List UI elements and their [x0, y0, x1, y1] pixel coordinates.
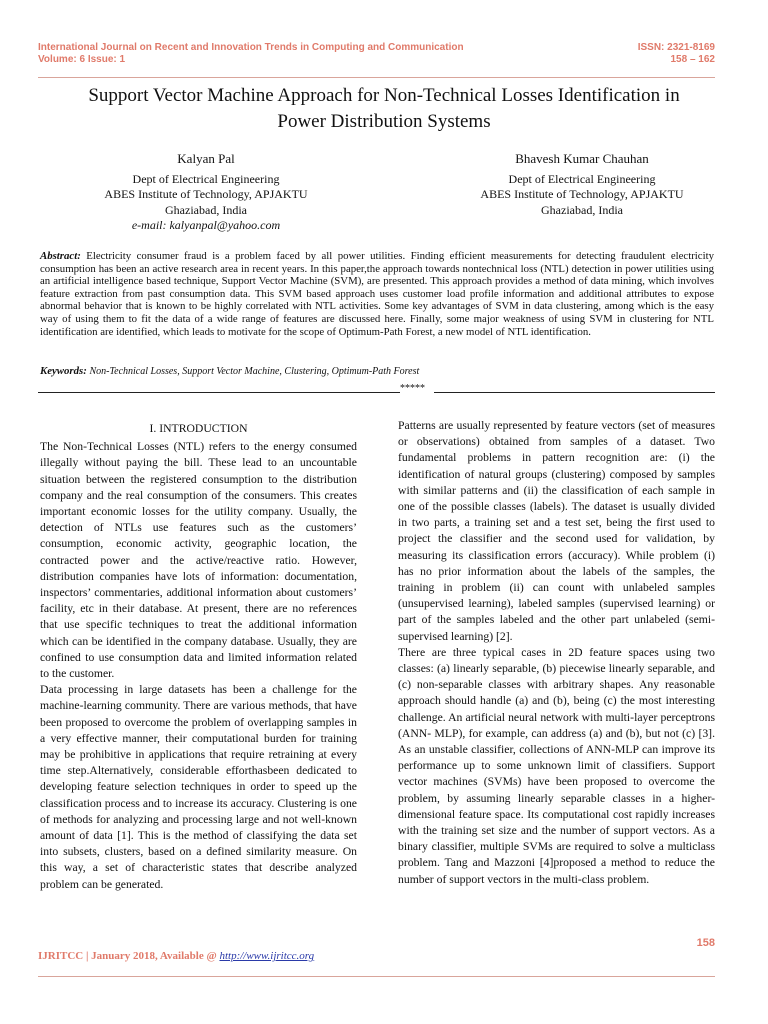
author-block-2: [432, 151, 732, 218]
keywords: [40, 365, 714, 377]
abstract-text: Electricity consumer fraud is a problem faced by all power utilities. Finding efficient measurements for detecting fraudulent electricity consumption has been an active research area in recent years. In this paper,the approach towards nontechnical loss (NTL) detection in power utilities using an artificial intelligence based technique, Support Vector Machine (SVM), are presented. This approach provides a method of data mining, which involves feature extraction from past consumption data. This SVM based approach uses customer load profile information and additional attributes to expose abnormal behavior that is known to be highly correlated with NTL activities. Some key advantages of SVM in data clustering, among which is the easy way of using them to fit the data of a wide range of features are discussed here. Finally, some major weakness of using SVM in clustering for NTL identification are identified, which leads to motivate for the scope of Optimum-Path Forest, a new model of NTL identification.: [40, 250, 715, 338]
journal-issn: ISSN: 2321-8169: [637, 42, 715, 53]
paper-title: [40, 83, 728, 135]
journal-info: [38, 42, 464, 65]
abstract: [40, 250, 714, 338]
separator-stars: *****: [400, 383, 425, 394]
journal-header: [38, 42, 715, 72]
author-dept: Dept of Electrical Engineering: [132, 171, 280, 186]
footer-divider: [38, 976, 715, 977]
paragraph: Data processing in large datasets has been a challenge for the machine-learning community. There are various methods, that have been proposed to overcome the problem of overlapping samples in a very effective manner, their computational burden for training may be prohibitive in applications that require retraining at every time step.Alternatively, considerable efforthasbeen dedicated to developing feature selection techniques in order to speed up the classification process and to increase its accuracy. Clustering is one of methods for analyzing and processing large and not well-known amount of data [1]. This is the method of classifying the data set into subsets, clusters, based on a defined similarity measure. On this way, a set of characteristic states that describe analyzed problem can be generated.: [40, 683, 357, 891]
footer-text: IJRITCC | January 2018, Available @: [38, 950, 220, 962]
footer: [38, 950, 314, 962]
section-separator: [38, 382, 715, 396]
page-number: 158: [696, 937, 715, 949]
author-institute: ABES Institute of Technology, APJAKTU: [104, 187, 308, 201]
author-institute: ABES Institute of Technology, APJAKTU: [480, 187, 684, 201]
left-column: [40, 421, 357, 893]
author-block-1: [56, 151, 356, 234]
keywords-text: Non-Technical Losses, Support Vector Machine, Clustering, Optimum-Path Forest: [89, 366, 420, 377]
paper-title-line-1: Support Vector Machine Approach for Non-Technical Losses Identification in: [88, 85, 680, 106]
right-column: [398, 418, 715, 888]
journal-volume: Volume: 6 Issue: 1: [38, 53, 126, 65]
journal-issn-block: [638, 42, 715, 65]
header-divider: [38, 77, 715, 78]
paragraph: The Non-Technical Losses (NTL) refers to the energy consumed illegally without paying the bill. These lead to an uncountable situation between the registered consumption to the distribution company and the real consumption of the consumers. This creates important economic losses for the utility company. Usually, the detection of NTLs use features such as the customers’ consumption, economic activity, geographic location, the contracted power and the active/reactive ratio. However, distribution companies have lots of information: documentation, inspectors’ commentaries, additional information about customers’ facility, etc in their database. At present, there are no references that use specific techniques to treat the additional information which can be identified in the company database. Usually, they are confined to use consumption data and limited information related to the customer.: [40, 440, 357, 681]
abstract-label: Abstract:: [40, 250, 81, 262]
author-dept: Dept of Electrical Engineering: [508, 171, 656, 186]
paragraph: There are three typical cases in 2D feature spaces using two classes: (a) linearly separable, (b) piecewise linearly separable, and (c) non-separable classes with arbitrary shapes. Any reasonable approach should handle (a) and (b), being (c) the most interesting challenge. An artificial neural network with multi-layer perceptrons (ANN- MLP), for example, can address (a) and (b), but not (c) [3]. As an unstable classifier, collections of ANN-MLP can improve its performance up to some unknown limit of classifiers. Support vector machines (SVMs) have been proposed to overcome the problem, by assuming linearly separable classes in a higher-dimensional feature space. Its computational cost rapidly increases with the training set size and the number of support vectors. As a binary classifier, multiple SVMs are required to solve a multiclass problem. Tang and Mazzoni [4]proposed a method to reduce the number of support vectors in the multi-class problem.: [398, 645, 715, 886]
separator-line-left: [38, 392, 400, 393]
paragraph: Patterns are usually represented by feature vectors (set of measures or observations) obtained from samples of a dataset. Two fundamental problems in pattern recognition are: (i) the identification of natural groups (clustering) composed by samples with similar patterns and (ii) the classification of each sample in one of the possible classes (labels). The dataset is usually divided in two parts, a training set and a test set, being the first used to project the classifier and the second used for validation, by measuring its classification errors (accuracy). While problem (i) has no prior information about the labels of the samples, the training in problem (ii) can count with unlabeled samples (unsupervised learning), labeled samples (supervised learning) or part of the samples labeled and the other part unlabeled (semi-supervised learning) [2].: [398, 419, 715, 643]
journal-pages: 158 – 162: [670, 53, 715, 65]
author-email: e-mail: kalyanpal@yahoo.com: [131, 218, 281, 232]
paper-title-line-2: Power Distribution Systems: [277, 111, 491, 132]
author-name: Kalyan Pal: [177, 151, 235, 166]
author-name: Bhavesh Kumar Chauhan: [515, 151, 649, 166]
journal-name: International Journal on Recent and Innovation Trends in Computing and Communication: [38, 42, 464, 53]
keywords-label: Keywords:: [40, 365, 87, 377]
separator-line-right: [434, 392, 715, 393]
author-city: Ghaziabad, India: [541, 202, 623, 217]
author-city: Ghaziabad, India: [165, 202, 247, 217]
section-heading: I. INTRODUCTION: [149, 422, 248, 435]
footer-link[interactable]: http://www.ijritcc.org: [219, 950, 315, 962]
